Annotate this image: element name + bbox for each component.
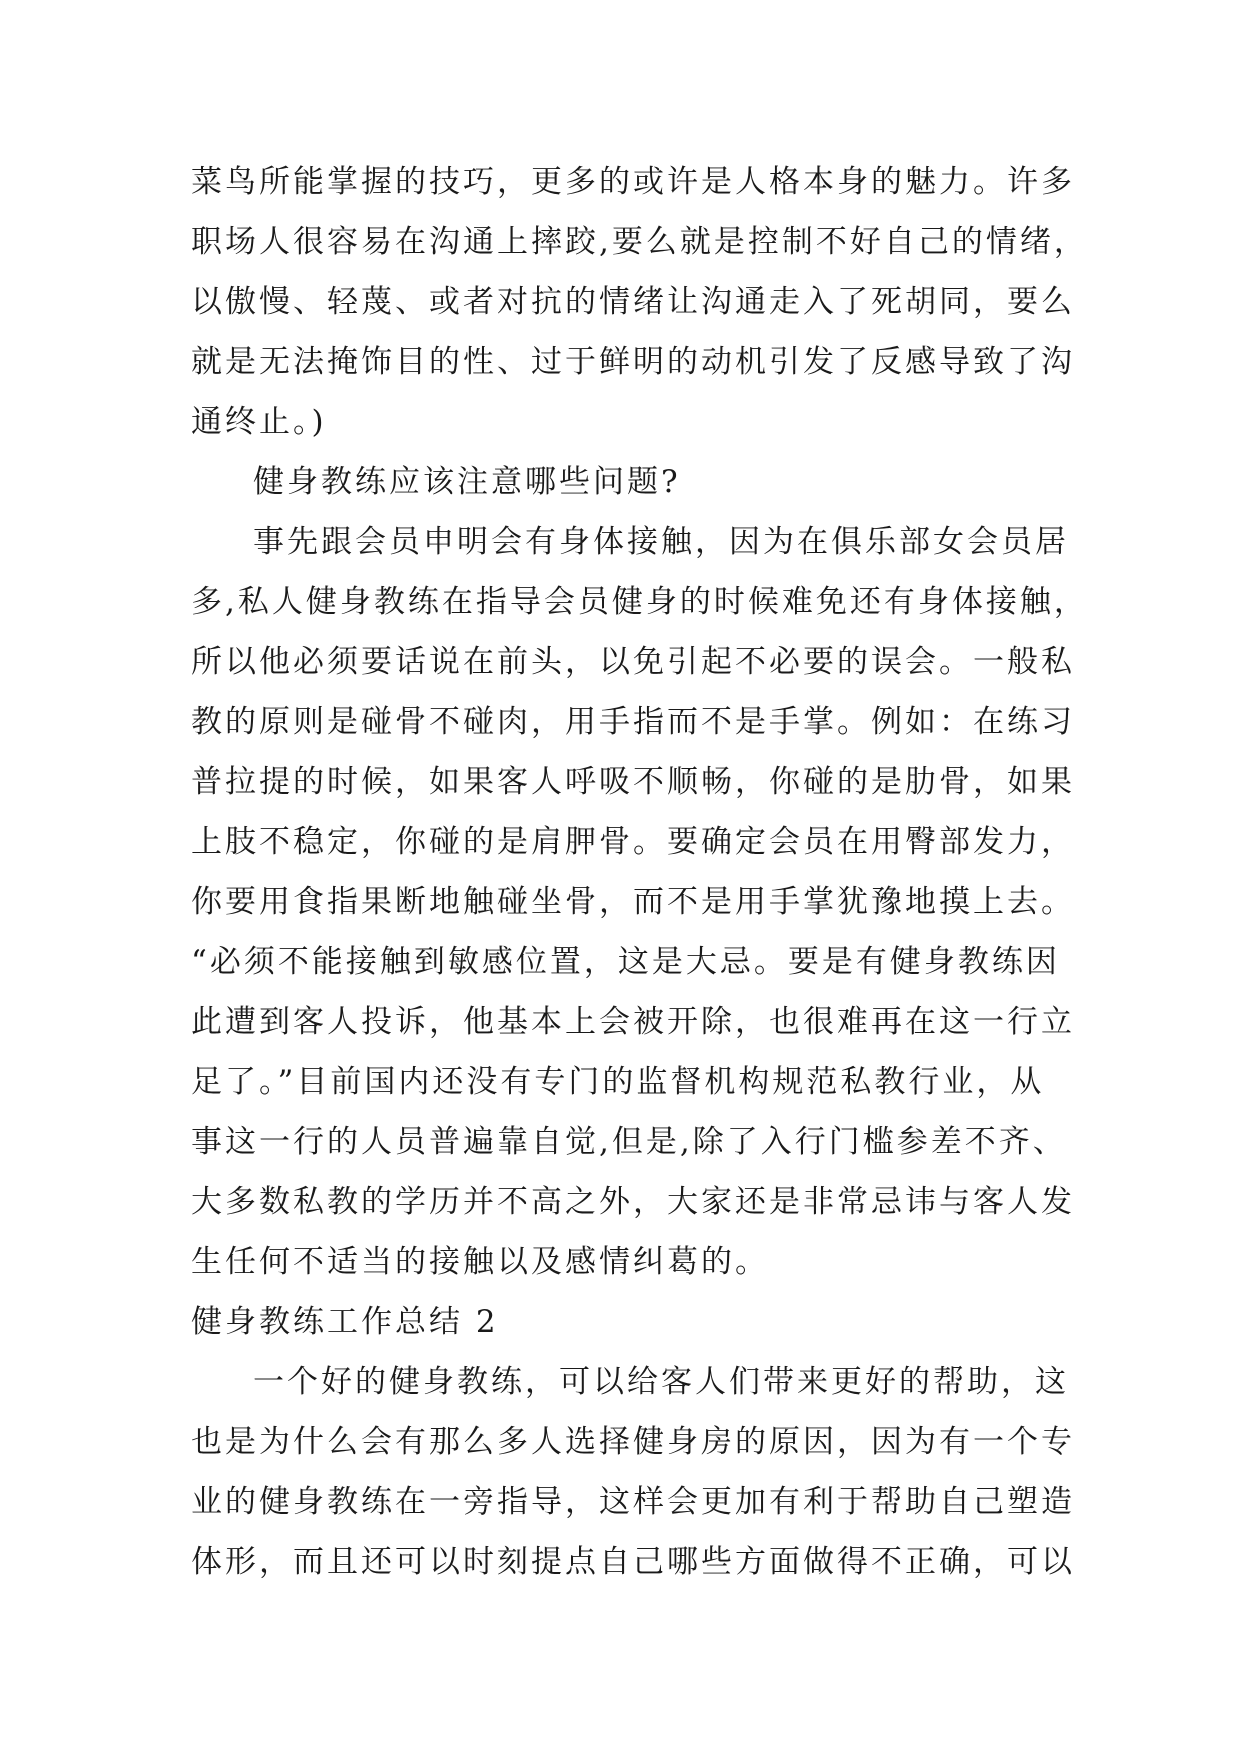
text-line: 也是为什么会有那么多人选择健身房的原因，因为有一个专 <box>191 1424 1075 1460</box>
text-line: 菜鸟所能掌握的技巧，更多的或许是人格本身的魅力。许多 <box>191 164 1075 200</box>
text-line: 大多数私教的学历并不高之外，大家还是非常忌讳与客人发 <box>191 1184 1075 1220</box>
text-line: 上肢不稳定，你碰的是肩胛骨。要确定会员在用臀部发力， <box>191 824 1075 860</box>
text-line: 一个好的健身教练，可以给客人们带来更好的帮助，这 <box>253 1364 1069 1400</box>
section-heading: 健身教练应该注意哪些问题? <box>253 464 681 500</box>
text-line: 业的健身教练在一旁指导，这样会更加有利于帮助自己塑造 <box>191 1484 1075 1520</box>
text-line: 通终止。) <box>191 404 327 440</box>
text-line: “必须不能接触到敏感位置，这是大忌。要是有健身教练因 <box>191 944 1060 980</box>
text-line: 生任何不适当的接触以及感情纠葛的。 <box>191 1244 769 1280</box>
text-line: 普拉提的时候，如果客人呼吸不顺畅，你碰的是肋骨，如果 <box>191 764 1075 800</box>
text-line: 足了。”目前国内还没有专门的监督机构规范私教行业，从 <box>191 1064 1045 1100</box>
section-title: 健身教练工作总结 2 <box>191 1304 499 1340</box>
text-line: 体形，而且还可以时刻提点自己哪些方面做得不正确，可以 <box>191 1544 1075 1580</box>
text-line: 事这一行的人员普遍靠自觉,但是,除了入行门槛参差不齐、 <box>191 1124 1067 1160</box>
text-line: 以傲慢、轻蔑、或者对抗的情绪让沟通走入了死胡同，要么 <box>191 284 1075 320</box>
text-line: 你要用食指果断地触碰坐骨，而不是用手掌犹豫地摸上去。 <box>191 884 1075 920</box>
text-line: 事先跟会员申明会有身体接触，因为在俱乐部女会员居 <box>253 524 1069 560</box>
text-line: 就是无法掩饰目的性、过于鲜明的动机引发了反感导致了沟 <box>191 344 1075 380</box>
text-line: 此遭到客人投诉，他基本上会被开除，也很难再在这一行立 <box>191 1004 1075 1040</box>
text-line: 教的原则是碰骨不碰肉，用手指而不是手掌。例如：在练习 <box>191 704 1075 740</box>
text-line: 职场人很容易在沟通上摔跤,要么就是控制不好自己的情绪， <box>191 224 1088 260</box>
text-line: 所以他必须要话说在前头，以免引起不必要的误会。一般私 <box>191 644 1075 680</box>
text-line: 多,私人健身教练在指导会员健身的时候难免还有身体接触， <box>191 584 1088 620</box>
